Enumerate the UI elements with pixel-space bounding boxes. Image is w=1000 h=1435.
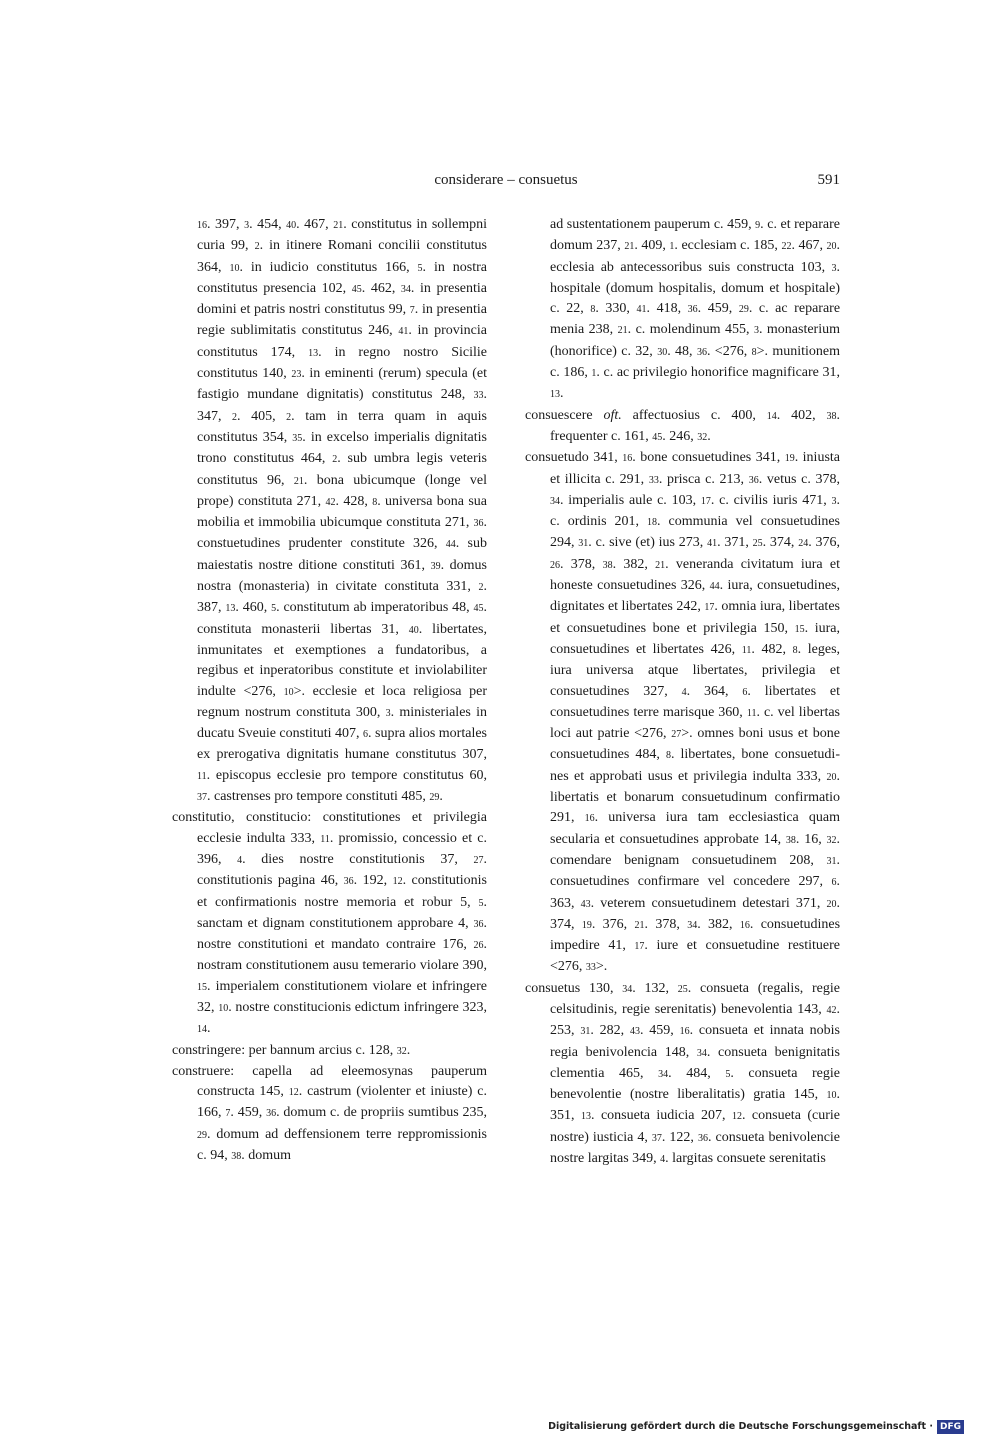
line-reference: 4 [681, 686, 687, 698]
line-reference: 41 [398, 326, 409, 338]
line-reference: 16 [622, 453, 633, 465]
line-reference: 17 [704, 602, 715, 614]
index-entry [525, 406, 840, 449]
entry-text: . consueta regie benevolentie (nostre liberalitatis) gratia 145, [550, 1065, 840, 1103]
entry-text: constringere: per bannum arcius c. 128, [172, 1042, 397, 1058]
line-reference: 6 [742, 686, 748, 698]
index-entry [172, 215, 487, 808]
line-reference: 13 [308, 347, 319, 359]
line-reference: 31 [578, 538, 589, 550]
line-reference: 38 [785, 834, 796, 846]
line-reference: 3 [831, 495, 837, 507]
entry-text: . 16, [795, 831, 827, 847]
line-reference: 25 [752, 538, 763, 550]
entry-text: . 454, [249, 217, 287, 232]
entry-text: . 378, [644, 916, 688, 932]
line-reference: 21 [624, 241, 635, 253]
line-reference: 24 [798, 538, 809, 550]
entry-text: . consueta benignitatis clementia 465, [550, 1044, 840, 1081]
index-entry [525, 448, 840, 978]
entry-text: . 460, [235, 600, 272, 616]
line-reference: 20 [826, 771, 837, 783]
entry-text: . 246, [662, 428, 698, 444]
entry-text: . dies nostre constitutionis 37, [242, 851, 474, 867]
entry-text: >. [595, 959, 608, 975]
line-reference: 16 [197, 220, 207, 231]
entry-text: . frequenter c. 161, [550, 407, 840, 444]
entry-text: . iure et consuetudine restituere <276, [550, 938, 840, 975]
line-reference: 44 [445, 539, 456, 551]
line-reference: 21 [617, 325, 628, 337]
entry-text: . constitutionis et confirmationis nostre memoria et robur 5, [197, 873, 488, 910]
entry-text: . nostre constitutioni et mandato contraire 176, [197, 915, 487, 953]
entry-text: . bona ubicumque (longe vel prope) constituta 271, [197, 472, 488, 509]
entry-text: . hospitale (domum hospitalis, domum et hospitale) c. 22, [550, 259, 840, 317]
left-column [172, 215, 487, 1167]
entry-text: . omnia iura, libertates et consuetudines bone et privilegia 150, [550, 599, 840, 636]
entry-text: . ecclesiam c. 185, [674, 238, 782, 254]
entry-text: . c. ordinis 201, [550, 492, 840, 530]
footer-credit-text: Digitalisierung gefördert durch die Deutsche Forschungsgemeinschaft · [548, 1421, 933, 1432]
entry-text: . c. molendinum 455, [627, 322, 754, 338]
line-reference: 41 [636, 304, 647, 316]
line-reference: 37 [197, 792, 207, 804]
entry-text: . 376, [591, 916, 635, 932]
entry-text: >. munitionem c. 186, [550, 343, 841, 381]
entry-text: . 397, [207, 217, 245, 232]
line-reference: 2 [478, 582, 484, 594]
entry-text: . iniusta et illicita c. 291, [550, 450, 840, 487]
entry-text: . veneranda civitatum iura et honeste consuetudines 326, [550, 556, 841, 594]
line-reference: 7 [225, 1108, 231, 1120]
entry-text: . prisca c. 213, [658, 471, 749, 487]
entry-text: . 192, [353, 873, 393, 889]
line-reference: 4 [237, 854, 243, 866]
line-reference: 16 [679, 1026, 690, 1038]
line-reference: 1 [591, 368, 597, 380]
entry-text: . monasterium (honorifice) c. 32, [550, 322, 840, 359]
entry-text: . tam in terra quam in aquis constitutus 354, [197, 408, 487, 445]
entry-text: . 351, [550, 1087, 840, 1124]
running-title: considerare – consuetus [434, 172, 578, 188]
entry-text: . consueta iudicia 207, [590, 1108, 732, 1124]
line-reference: 14 [766, 410, 777, 422]
entry-text: . in nostra constitutus presencia 102, [197, 259, 487, 296]
entry-text: . 482, [751, 641, 793, 657]
entry-text: >. omnes boni usus et bone consuetudines 484, [550, 726, 840, 763]
line-reference: 13 [550, 389, 560, 401]
entry-text: . castrum (violenter et iniuste) c. 166, [197, 1084, 487, 1121]
entry-text: . consuetudines impedire 41, [550, 916, 841, 954]
entry-text: . 363, [550, 874, 840, 911]
dfg-logo: DFG [937, 1420, 964, 1434]
right-column [525, 215, 840, 1170]
line-reference: 3 [244, 220, 250, 231]
line-reference: 36 [473, 518, 484, 530]
line-reference: 26 [550, 559, 560, 571]
line-reference: 27 [671, 729, 682, 741]
line-reference: 17 [634, 941, 645, 953]
entry-text: . 382, [612, 556, 656, 572]
entry-text: . 467, [791, 238, 827, 254]
entry-text: . constitutus in sollempni curia 99, [197, 217, 488, 254]
entry-text: . consueta (regalis, regie celsitudinis, regie serenitatis) benevolentia 143, [550, 980, 841, 1017]
entry-text: . 484, [668, 1065, 726, 1081]
entry-text: . c. civilis iuris 471, [710, 492, 832, 508]
line-reference: 11 [746, 707, 757, 719]
entry-text: . promissio, concessio et c. 396, [197, 830, 487, 867]
entry-text: . vetus c. 378, [758, 471, 840, 487]
entry-text: . c. sive (et) ius 273, [588, 535, 708, 551]
entry-text: . universa iura tam ecclesiastica quam secularia et consuetudines approbate 14, [550, 810, 840, 847]
entry-text: . veterem consuetudinem detestari 371, [590, 895, 827, 911]
entry-text: . [707, 428, 711, 444]
line-reference: 42 [325, 496, 336, 508]
line-reference: 5 [725, 1068, 731, 1080]
line-reference: 12 [731, 1111, 742, 1123]
line-reference: 36 [687, 304, 698, 316]
entry-text: . libertatis et bonarum consuetudinum confirmatio 291, [550, 768, 840, 826]
entry-text: . 405, [237, 408, 287, 424]
line-reference: 10 [283, 686, 294, 698]
entry-text: . 418, [646, 301, 688, 317]
line-reference: 3 [831, 262, 837, 274]
entry-text: . constituta monasterii libertas 31, [197, 600, 488, 637]
line-reference: 7 [409, 305, 415, 317]
index-entry [525, 215, 840, 406]
line-reference: 32 [697, 431, 708, 443]
entry-text: . libertates et consuetudines terre marisque 360, [550, 683, 840, 720]
entry-text: . libertates, bone consuetudines et approbati usus et privilegia indulta 333, [550, 747, 840, 784]
entry-text: . consueta et innata nobis regia benivolencia 148, [550, 1023, 841, 1060]
line-reference: 22 [781, 241, 792, 253]
entry-text: . constuetudines prudenter constitute 326, [197, 515, 487, 552]
line-reference: 32 [826, 834, 837, 846]
line-reference: 41 [707, 538, 718, 550]
line-reference: 38 [602, 559, 613, 571]
line-reference: 17 [700, 495, 711, 507]
entry-text: . in regno nostro Sicilie constitutus 140, [197, 344, 488, 382]
line-reference: 11 [320, 833, 330, 845]
entry-text: . domus nostra (monasteria) in civitate constituta 331, [197, 557, 487, 595]
line-reference: 31 [580, 1026, 591, 1038]
entry-text: . ministeriales in ducatu Sveuie constituti 407, [197, 704, 487, 742]
entry-text: . nostram constitutionem ausu temerario violare 390, [197, 937, 487, 974]
entry-text: . 409, [634, 238, 670, 254]
line-reference: 3 [753, 325, 759, 337]
entry-text: . 378, [560, 556, 603, 572]
line-reference: 40 [286, 220, 297, 231]
line-reference: 30 [657, 346, 668, 358]
line-reference: 25 [677, 983, 688, 995]
line-reference: 13 [580, 1111, 591, 1123]
entry-text: . 132, [632, 980, 678, 996]
line-reference: 1 [669, 241, 675, 253]
line-reference: 40 [408, 624, 419, 636]
entry-text: . 48, [667, 343, 697, 359]
entry-text: . [406, 1042, 411, 1058]
entry-text: . 371, [717, 535, 753, 551]
entry-text: . 467, [296, 217, 334, 232]
line-reference: 13 [225, 603, 236, 615]
line-reference: 33 [585, 962, 596, 974]
line-reference: 2 [332, 454, 338, 466]
entry-text: . 374, [762, 535, 799, 551]
line-reference: 10 [218, 1002, 229, 1014]
line-reference: 16 [739, 919, 750, 931]
entry-text: . in eminenti (rerum) specula (et fastigio mundane dignitatis) constitutus 248, [197, 366, 488, 403]
entry-text: . constitutionis pagina 46, [197, 851, 488, 889]
line-reference: 35 [292, 432, 303, 444]
line-reference: 16 [584, 813, 595, 825]
line-reference: 19 [581, 919, 592, 931]
entry-text: . 459, [639, 1023, 680, 1039]
line-reference: 18 [647, 517, 658, 529]
line-reference: 37 [651, 1132, 662, 1144]
entry-text: . leges, iura universa atque libertates, privilegia et consuetudines 327, [550, 641, 841, 699]
entry-text: . c. et reparare domum 237, [550, 217, 840, 254]
line-reference: 12 [392, 876, 403, 888]
entry-text: . iura, consuetudines, dignitates et libertates 242, [550, 578, 840, 615]
line-reference: 32 [396, 1045, 407, 1057]
entry-text: . 347, [197, 387, 487, 424]
index-entry [172, 808, 487, 1040]
entry-text: . sub maiestatis nostre ditione constituti 361, [197, 536, 487, 573]
entry-text: . 462, [361, 280, 401, 296]
line-reference: 36 [748, 474, 759, 486]
index-entry [525, 979, 840, 1171]
entry-text: . 402, [776, 407, 827, 423]
entry-text: . in iudicio constitutus 166, [239, 259, 418, 275]
entry-text: . 376, [808, 535, 841, 551]
line-reference: 8 [751, 346, 757, 358]
line-reference: 12 [288, 1087, 299, 1099]
line-reference: 34 [696, 1047, 707, 1059]
entry-text: . nostre constitucionis edictum infringere 323, [228, 999, 487, 1015]
entry-text: . imperialem constitutionem violare et infringere 32, [197, 978, 487, 1015]
entry-text: . sanctam et dignam constitutionem approbare 4, [197, 894, 487, 931]
line-reference: 10 [826, 1090, 837, 1102]
line-reference: 8 [372, 496, 378, 508]
entry-text: . largitas consuete serenitatis [665, 1151, 826, 1167]
entry-text: . domum [241, 1148, 291, 1164]
entry-text: . libertates, inmunitates et exemptiones a fundatoribus, a regibus et inperatoribus constitute et inviolabiliter indulte <276, [197, 621, 487, 699]
line-reference: 29 [429, 792, 440, 804]
line-reference: 27 [473, 854, 484, 866]
line-reference: 36 [343, 876, 354, 888]
line-reference: 29 [738, 304, 749, 316]
line-reference: 36 [697, 1132, 708, 1144]
line-reference: 20 [826, 241, 837, 253]
entry-text: . supra alios mortales ex prerogativa dignitatis humane constitutus 307, [197, 726, 488, 763]
entry-text: . in itinere Romani concilii constitutus 364, [197, 238, 487, 275]
entry-text: . 459, [697, 301, 739, 317]
italic-note: oft. [603, 407, 622, 423]
entry-text: affectuosius c. 400, [621, 407, 767, 423]
line-reference: 45 [652, 431, 663, 443]
line-reference: 5 [271, 603, 277, 615]
entry-text: . consueta (curie nostre) iusticia 4, [550, 1108, 841, 1145]
line-reference: 43 [629, 1026, 640, 1038]
line-reference: 23 [291, 369, 302, 381]
line-reference: 21 [655, 559, 666, 571]
entry-text: . in excelso imperialis dignitatis trono constitutus 464, [197, 429, 488, 467]
entry-text: . sub umbra legis veteris constitutus 96, [197, 451, 487, 488]
line-reference: 36 [473, 918, 484, 930]
entry-text: . ecclesia ab antecessoribus suis constructa 103, [550, 238, 840, 275]
entry-text: . [439, 789, 443, 805]
line-reference: 33 [473, 390, 484, 402]
line-reference: 43 [580, 898, 591, 910]
entry-text: . 459, [230, 1105, 267, 1121]
line-reference: 20 [826, 898, 837, 910]
line-reference: 11 [741, 644, 752, 656]
line-reference: 3 [385, 707, 391, 719]
entry-text: . c. ac privilegio honorifice magnificare 31, [596, 365, 840, 381]
entry-text: . [560, 386, 564, 402]
index-entry [172, 1062, 487, 1167]
line-reference: 34 [658, 1068, 669, 1080]
entry-text: . iura, consuetudines et libertates 426, [550, 620, 841, 657]
line-reference: 33 [648, 474, 659, 486]
entry-text: . [207, 1021, 211, 1037]
entry-text: consuetus 130, [525, 980, 623, 996]
entry-text: . consuetudines confirmare vel concedere 297, [550, 852, 840, 890]
line-reference: 8 [590, 304, 596, 316]
entry-text: . bone consuetudines 341, [632, 450, 785, 466]
line-reference: 45 [473, 603, 484, 615]
page-header [172, 172, 840, 194]
entry-text: >. ecclesie et loca religiosa per regnum nostrum constituta 300, [197, 683, 487, 720]
line-reference: 2 [286, 411, 292, 423]
entry-text: . castrenses pro tempore constituti 485, [207, 789, 430, 805]
line-reference: 34 [687, 919, 698, 931]
entry-text: . 428, [335, 493, 373, 509]
line-reference: 8 [665, 750, 671, 762]
line-reference: 14 [197, 1024, 207, 1036]
page-number: 591 [817, 172, 840, 188]
line-reference: 34 [550, 495, 560, 507]
entry-text: . domum c. de propriis sumtibus 235, [276, 1105, 488, 1121]
entry-text: . communia vel consuetudines 294, [550, 514, 840, 551]
line-reference: 36 [266, 1108, 277, 1120]
line-reference: 11 [197, 770, 207, 782]
entry-text: . c. ac reparare menia 238, [550, 301, 841, 338]
entry-text: . in presentia regie sublimitatis constitutus 246, [197, 302, 488, 339]
line-reference: 10 [229, 262, 240, 274]
line-reference: 6 [831, 877, 837, 889]
entry-text: . 374, [550, 895, 840, 932]
line-reference: 15 [794, 623, 805, 635]
entry-text: . consueta benivolencie nostre largitas 349, [550, 1129, 841, 1167]
line-reference: 29 [197, 1129, 207, 1141]
line-reference: 38 [826, 410, 837, 422]
line-reference: 36 [696, 346, 707, 358]
line-reference: 45 [351, 283, 362, 295]
entry-text: constitutio, constitucio: constitutiones et privilegia ecclesie indulta 333, [172, 810, 487, 846]
line-reference: 39 [430, 560, 441, 572]
line-reference: 42 [826, 1004, 837, 1016]
line-reference: 5 [478, 897, 484, 909]
entry-text: . 330, [595, 301, 637, 317]
line-reference: 8 [792, 644, 798, 656]
entry-text: . in presentia domini et patris nostri constitutus 99, [197, 280, 487, 318]
entry-text: . universa bona sua mobilia et immobilia ubicumque constituta 271, [197, 493, 488, 531]
line-reference: 21 [293, 475, 304, 487]
line-reference: 15 [197, 981, 207, 993]
entry-text: . 253, [550, 1001, 840, 1039]
entry-text: . comendare benignam consuetudinem 208, [550, 831, 841, 868]
line-reference: 21 [333, 220, 344, 231]
entry-text: . 382, [697, 916, 740, 932]
entry-text: construere: capella ad eleemosynas pauperum constructa 145, [172, 1063, 487, 1100]
entry-text: consuetudo 341, [525, 450, 623, 466]
line-reference: 4 [660, 1154, 666, 1166]
line-reference: 2 [254, 241, 260, 253]
line-reference: 34 [622, 983, 633, 995]
entry-text: . 122, [661, 1129, 698, 1145]
entry-text: . in provincia constitutus 174, [197, 323, 487, 360]
line-reference: 44 [709, 581, 720, 593]
footer-credit [548, 1420, 964, 1434]
entry-text: . imperialis aule c. 103, [560, 492, 701, 508]
entry-text: . constitutum ab imperatoribus 48, [276, 600, 474, 616]
entry-text: consuescere [525, 407, 604, 423]
line-reference: 38 [231, 1151, 242, 1163]
line-reference: 9 [755, 220, 761, 231]
entry-text: . 387, [197, 579, 487, 616]
line-reference: 5 [417, 262, 423, 274]
entry-text: . <276, [706, 343, 752, 359]
line-reference: 6 [363, 729, 369, 741]
line-reference: 2 [232, 411, 238, 423]
entry-text: . c. vel libertas loci aut patrie <276, [550, 704, 840, 742]
entry-text: ad sustentationem pauperum c. 459, [550, 217, 756, 232]
line-reference: 31 [826, 855, 837, 867]
line-reference: 26 [473, 940, 484, 952]
entry-text: . 364, [686, 683, 743, 699]
line-reference: 19 [784, 453, 795, 465]
line-reference: 34 [400, 283, 411, 295]
index-entry [172, 1041, 487, 1062]
entry-text: . episcopus ecclesie pro tempore constitutus 60, [206, 767, 487, 783]
entry-text: . 282, [590, 1023, 630, 1039]
line-reference: 21 [634, 919, 645, 931]
entry-text: . domum ad deffensionem terre reppromissionis c. 94, [197, 1126, 487, 1164]
